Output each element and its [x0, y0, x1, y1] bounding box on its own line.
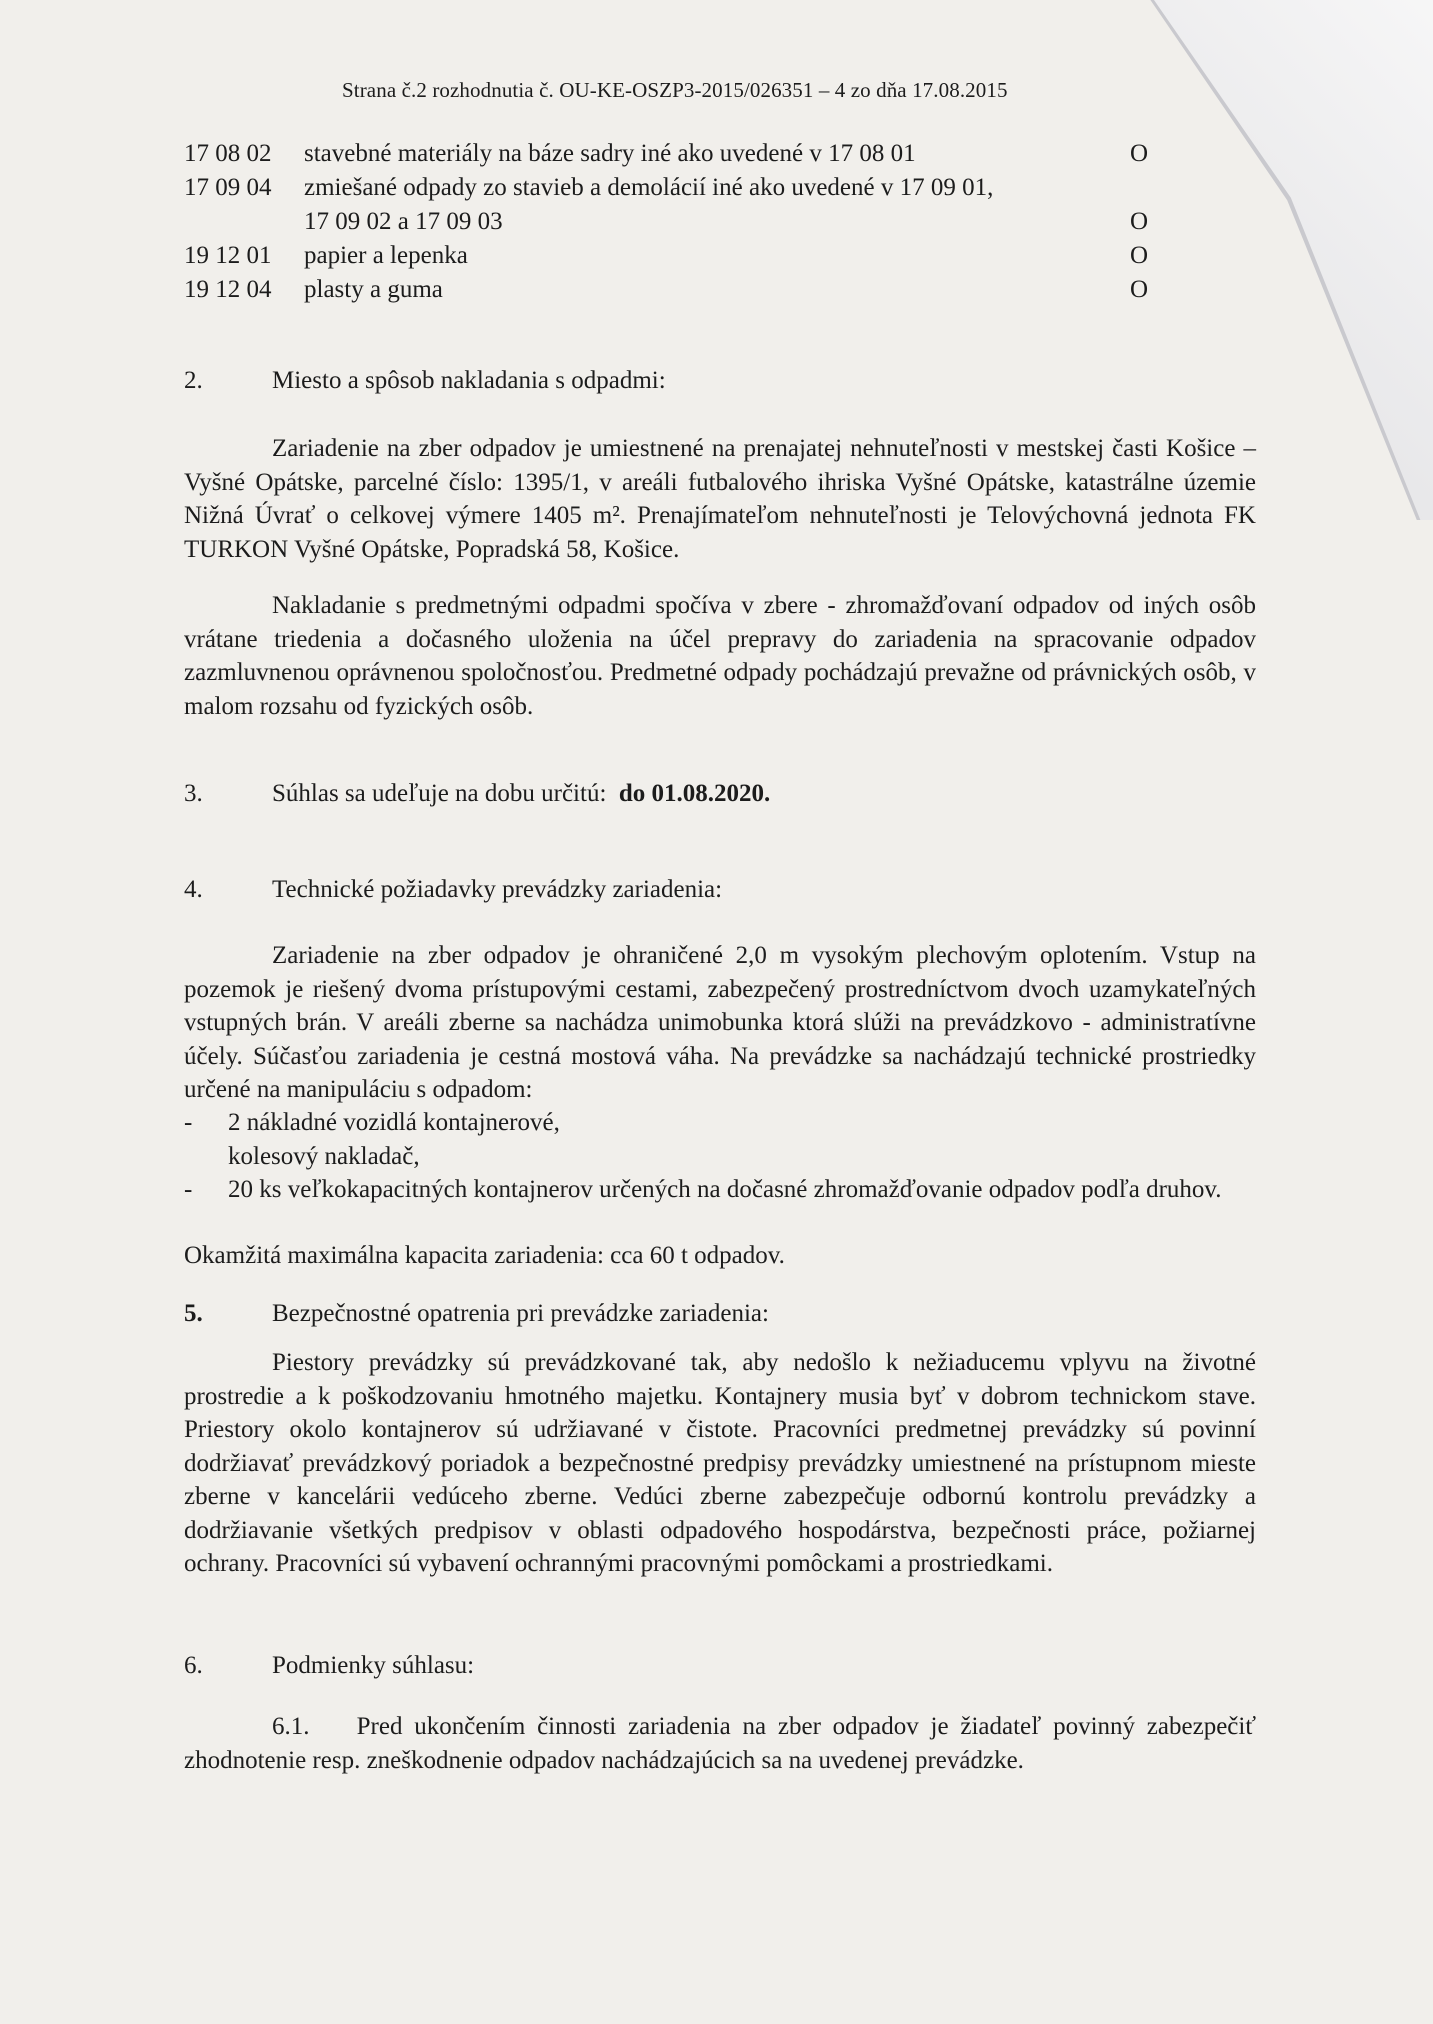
waste-code: 17 09 04	[184, 174, 272, 201]
waste-code: 19 12 01	[184, 242, 272, 269]
waste-code-row	[184, 276, 1184, 310]
waste-description: stavebné materiály na báze sadry iné ako uvedené v 17 08 01	[304, 140, 916, 167]
waste-category: O	[1130, 208, 1149, 235]
waste-description: papier a lepenka	[304, 242, 468, 269]
capacity-statement: Okamžitá maximálna kapacita zariadenia: cca 60 t odpadov.	[184, 1242, 785, 1269]
waste-code-row	[184, 174, 1184, 208]
section-number: 2.	[184, 367, 203, 394]
list-dash: -	[184, 1176, 193, 1203]
condition-6-1	[184, 1710, 1256, 1777]
waste-description: 17 09 02 a 17 09 03	[304, 208, 503, 235]
equipment-list-container	[184, 1106, 1256, 1207]
condition-number: 6.1.	[272, 1713, 310, 1740]
section-number: 6.	[184, 1652, 203, 1679]
section-2-paragraph-handling: Nakladanie s predmetnými odpadmi spočíva v zbere - zhromažďovaní odpadov od iných osôb vrátane triedenia a dočasného uloženia na účel prepravy do zariadenia na spracovanie odpadov zazmluvnenou oprávnenou spoločnosťou. Predmetné odpady pochádzajú prevažne od právnických osôb, v malom rozsahu od fyzických osôb.	[184, 592, 1256, 720]
waste-description: zmiešané odpady zo stavieb a demolácií iné ako uvedené v 17 09 01,	[304, 174, 994, 201]
waste-code-row	[184, 140, 1184, 174]
waste-code-row	[184, 208, 1184, 242]
list-dash: -	[184, 1109, 193, 1136]
list-item: - 2 nákladné vozidlá kontajnerové,	[184, 1106, 1256, 1140]
condition-text: Pred ukončením činnosti zariadenia na zber odpadov je žiadateľ povinný zabezpečiť zhodnotenie resp. zneškodnenie odpadov nachádzajúcich sa na uvedenej prevádzke.	[184, 1713, 1257, 1774]
waste-code-row	[184, 242, 1184, 276]
waste-category: O	[1130, 242, 1149, 269]
list-item: - 20 ks veľkokapacitných kontajnerov určených na dočasné zhromažďovanie odpadov podľa druhov.	[184, 1173, 1256, 1207]
waste-category: O	[1130, 276, 1149, 303]
section-title: Bezpečnostné opatrenia pri prevádzke zariadenia:	[272, 1300, 769, 1327]
waste-category: O	[1130, 140, 1149, 167]
equipment-list	[184, 1106, 1256, 1207]
section-4-paragraph: Zariadenie na zber odpadov je ohraničené 2,0 m vysokým plechovým oplotením. Vstup na pozemok je riešený dvoma prístupovými cestami, zabezpečený prostredníctvom dvoch uzamykateľných vstupných brán. V areáli zberne sa nachádza unimobunka ktorá slúži na prevádzkovo - administratívne účely. Súčasťou zariadenia je cestná mostová váha. Na prevádzke sa nachádzajú technické prostriedky určené na manipuláciu s odpadom:	[184, 942, 1256, 1103]
section-5-paragraph: Piestory prevádzky sú prevádzkované tak, aby nedošlo k nežiaducemu vplyvu na životné prostredie a k poškodzovaniu hmotného majetku. Kontajnery musia byť v dobrom technickom stave. Priestory okolo kontajnerov sú udržiavané v čistote. Pracovníci predmetnej prevádzky sú povinní dodržiavať prevádzkový poriadok a bezpečnostné predpisy prevádzky umiestnené na prístupnom mieste zberne v kancelárii vedúceho zberne. Vedúci zberne zabezpečuje odbornú kontrolu prevádzky a dodržiavanie všetkých predpisov v oblasti odpadového hospodárstva, bezpečnosti práce, požiarnej ochrany. Pracovníci sú vybavení ochrannými pracovnými pomôckami a prostriedkami.	[184, 1349, 1256, 1577]
section-2-paragraph-location: Zariadenie na zber odpadov je umiestnené na prenajatej nehnuteľnosti v mestskej časti Košice – Vyšné Opátske, parcelné číslo: 1395/1, v areáli futbalového ihriska Vyšné Opátske, katastrálne územie Nižná Úvrať o celkovej výmere 1405 m². Prenajímateľom nehnuteľnosti je Telovýchovná jednota FK TURKON Vyšné Opátske, Popradská 58, Košice.	[184, 435, 1256, 563]
waste-description: plasty a guma	[304, 276, 443, 303]
section-4-heading	[184, 876, 1256, 910]
section-6-heading	[184, 1652, 1256, 1686]
section-title: Podmienky súhlasu:	[272, 1652, 475, 1679]
section-2-heading	[184, 367, 1256, 401]
waste-code: 19 12 04	[184, 276, 272, 303]
section-5-heading	[184, 1300, 1256, 1334]
section-number: 4.	[184, 876, 203, 903]
waste-code-table	[184, 140, 1184, 310]
section-title: Miesto a spôsob nakladania s odpadmi:	[272, 367, 666, 394]
page-header: Strana č.2 rozhodnutia č. OU-KE-OSZP3-2015/026351 – 4 zo dňa 17.08.2015	[342, 78, 1008, 102]
list-item: kolesový nakladač,	[228, 1142, 420, 1170]
section-3	[184, 780, 1256, 814]
validity-text: Súhlas sa udeľuje na dobu určitú:	[272, 780, 607, 807]
validity-date: do 01.08.2020.	[618, 780, 771, 807]
section-number: 5.	[184, 1300, 203, 1327]
section-title: Technické požiadavky prevádzky zariadenia:	[272, 876, 723, 903]
section-number: 3.	[184, 780, 203, 807]
waste-code: 17 08 02	[184, 140, 272, 167]
